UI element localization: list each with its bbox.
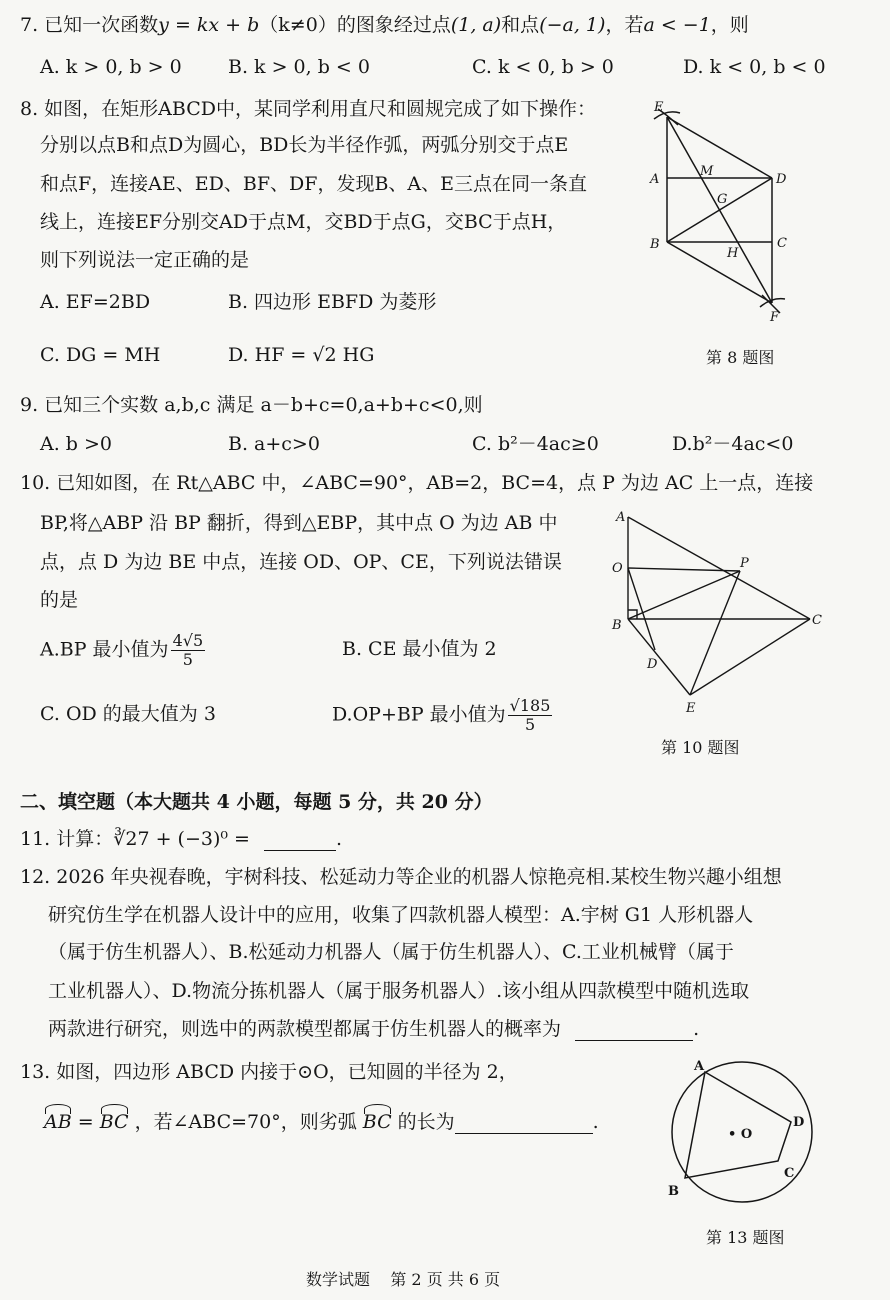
q9-option-d: D.b²－4ac<0 (672, 433, 794, 455)
q13-line-2: AB = BC ，若∠ABC=70°，则劣弧 BC 的长为 . (44, 1104, 599, 1134)
q7-option-a: A. k > 0, b > 0 (40, 56, 182, 78)
q8-line-2: 分别以点B和点D为圆心，BD长为半径作弧，两弧分别交于点E (40, 134, 569, 156)
q9-option-a: A. b >0 (40, 433, 113, 455)
fig13-label-o: • O (728, 1127, 753, 1142)
q12-line-2: 研究仿生学在机器人设计中的应用，收集了四款机器人模型：A.宇树 G1 人形机器人 (48, 904, 754, 926)
q7-option-d: D. k < 0, b < 0 (683, 56, 826, 78)
q13-arc-ab: AB (44, 1104, 72, 1134)
fig8-label-b: B (650, 237, 660, 252)
q10-option-b: B. CE 最小值为 2 (342, 638, 497, 660)
fig10-label-d: D (647, 657, 658, 672)
q7-option-c: C. k < 0, b > 0 (472, 56, 614, 78)
fig10-label-a: A (616, 510, 626, 525)
q9-option-c: C. b²－4ac≥0 (472, 433, 599, 455)
q10-option-c: C. OD 的最大值为 3 (40, 703, 216, 725)
q12-line-1: 12. 2026 年央视春晚，宇树科技、松延动力等企业的机器人惊艳亮相.某校生物兴趣小组想 (20, 866, 782, 888)
q7-stem: 7. 已知一次函数y = kx + b（k≠0）的图象经过点(1, a)和点(−a, 1)，若a < −1，则 (20, 14, 749, 36)
q13-arc-bc-2: BC (363, 1104, 392, 1134)
q8-line-4: 线上，连接EF分别交AD于点M，交BD于点G，交BC于点H， (40, 211, 567, 233)
fig10-label-p: P (740, 556, 749, 571)
fig13-label-a: A (694, 1059, 705, 1074)
q10-line-4: 的是 (40, 589, 79, 611)
fig10-label-o: O (612, 561, 623, 576)
q8-option-a: A. EF=2BD (40, 291, 151, 313)
q10-line-1: 10. 已知如图，在 Rt△ABC 中，∠ABC=90°，AB=2，BC=4，点 P 为边 AC 上一点，连接 (20, 472, 814, 494)
q13-arc-bc: BC (100, 1104, 129, 1134)
q10-figure (600, 505, 830, 720)
q12-line-5: 两款进行研究，则选中的两款模型都属于仿生机器人的概率为 . (48, 1018, 700, 1040)
page-footer: 数学试题 第 2 页 共 6 页 (306, 1270, 501, 1289)
q11-answer-blank[interactable] (264, 830, 336, 851)
q13-line-1: 13. 如图，四边形 ABCD 内接于⊙O，已知圆的半径为 2， (20, 1061, 518, 1083)
fig8-label-h: H (727, 246, 739, 261)
q8-option-d: D. HF = √2 HG (228, 344, 375, 366)
q13-answer-blank[interactable] (455, 1113, 593, 1134)
fig8-label-m: M (700, 164, 714, 179)
fig8-label-g: G (717, 192, 728, 207)
q10-option-d: D.OP+BP 最小值为 $\frac{√185}{5}$ (332, 696, 551, 734)
fig8-label-f: F (770, 310, 780, 325)
q11-stem: 11. 计算：∛27 + (−3)⁰ = . (20, 828, 343, 850)
q10-figure-caption: 第 10 题图 (661, 738, 740, 757)
q12-answer-blank[interactable] (575, 1020, 693, 1041)
q13-figure-caption: 第 13 题图 (706, 1228, 785, 1247)
fig8-label-a: A (650, 172, 660, 187)
q8-figure (640, 95, 800, 325)
q8-option-c: C. DG = MH (40, 344, 161, 366)
q13-figure (650, 1050, 820, 1210)
q8-line-1: 8. 如图，在矩形ABCD中，某同学利用直尺和圆规完成了如下操作： (20, 98, 596, 120)
q9-option-b: B. a+c>0 (228, 433, 320, 455)
fig10-label-c: C (812, 613, 822, 628)
fig8-label-d: D (776, 172, 787, 187)
fig10-label-e: E (686, 701, 696, 716)
fig13-label-d: D (793, 1115, 805, 1130)
q7-option-b: B. k > 0, b < 0 (228, 56, 370, 78)
q12-line-4: 工业机器人）、D.物流分拣机器人（属于服务机器人）.该小组从四款模型中随机选取 (48, 980, 750, 1002)
q8-option-b: B. 四边形 EBFD 为菱形 (228, 291, 437, 313)
q10-option-a: A.BP 最小值为 $\frac{4√5}{5}$ (40, 631, 204, 669)
q8-figure-caption: 第 8 题图 (706, 348, 775, 367)
fig8-label-e: E (654, 100, 664, 115)
q8-line-3: 和点F，连接AE、ED、BF、DF，发现B、A、E三点在同一条直 (40, 173, 587, 195)
q8-line-5: 则下列说法一定正确的是 (40, 249, 250, 271)
q12-line-3: （属于仿生机器人）、B.松延动力机器人（属于仿生机器人）、C.工业机械臂（属于 (48, 941, 734, 963)
fig13-label-b: B (668, 1184, 679, 1199)
fig13-label-c: C (784, 1166, 795, 1181)
fig10-label-b: B (612, 618, 622, 633)
q10-line-2: BP,将△ABP 沿 BP 翻折，得到△EBP，其中点 O 为边 AB 中 (40, 512, 558, 534)
fig8-label-c: C (777, 236, 787, 251)
q10-line-3: 点，点 D 为边 BE 中点，连接 OD、OP、CE，下列说法错误 (40, 551, 562, 573)
q9-stem: 9. 已知三个实数 a,b,c 满足 a－b+c=0,a+b+c<0,则 (20, 394, 483, 416)
section2-title: 二、填空题（本大题共 4 小题，每题 5 分，共 20 分） (20, 791, 493, 813)
